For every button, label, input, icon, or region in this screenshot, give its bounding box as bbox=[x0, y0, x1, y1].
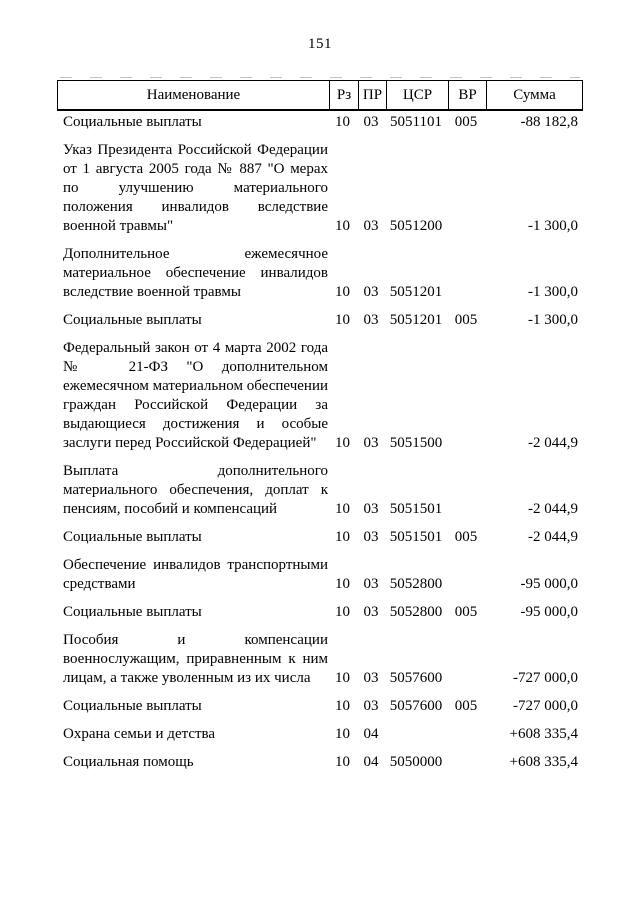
row-csr-cell: 5052800 bbox=[389, 576, 443, 592]
header-sum: Сумма bbox=[486, 81, 582, 109]
row-vr-cell: 005 bbox=[454, 604, 478, 620]
table-row bbox=[57, 141, 583, 236]
header-csr: ЦСР bbox=[386, 81, 448, 109]
table-row bbox=[57, 697, 583, 716]
row-sum-cell: -88 182,8 bbox=[520, 114, 578, 130]
row-csr-cell: 5051501 bbox=[389, 501, 443, 517]
row-vr-cell: 005 bbox=[454, 529, 478, 545]
row-name-cell: Социальные выплаты bbox=[63, 114, 202, 130]
scan-artifact-line bbox=[60, 77, 580, 78]
row-name-cell: Социальные выплаты bbox=[63, 698, 202, 714]
row-pr-cell: 03 bbox=[363, 114, 379, 130]
row-vr-cell: 005 bbox=[454, 114, 478, 130]
row-pr-cell: 03 bbox=[363, 218, 379, 234]
row-csr-cell: 5051101 bbox=[390, 114, 442, 130]
row-csr-cell: 5057600 bbox=[389, 670, 443, 686]
row-name-cell: Выплата дополнительного материального обеспечения, доплат к пенсиям, пособий и компенсаций bbox=[63, 463, 328, 517]
table-header-row bbox=[57, 80, 583, 111]
row-csr-cell: 5051201 bbox=[389, 284, 443, 300]
header-rz: Рз bbox=[329, 81, 358, 109]
header-pr: ПР bbox=[358, 81, 386, 109]
header-vr: ВР bbox=[448, 81, 486, 109]
row-name-cell: Пособия и компенсации военнослужащим, приравненным к ним лицам, а также уволенным из их числа bbox=[63, 632, 328, 686]
row-sum-cell: +608 335,4 bbox=[509, 754, 578, 770]
row-sum-cell: +608 335,4 bbox=[509, 726, 578, 742]
row-sum-cell: -727 000,0 bbox=[513, 670, 578, 686]
row-rz-cell: 10 bbox=[335, 312, 350, 328]
row-name-cell: Федеральный закон от 4 марта 2002 года № 21-ФЗ "О дополнительном ежемесячном материальном обеспечении граждан Российской Федерации за выдающиеся достижения и особые заслуги перед Российской Федерацией" bbox=[63, 340, 328, 451]
row-sum-cell: -2 044,9 bbox=[528, 501, 578, 517]
row-rz-cell: 10 bbox=[335, 529, 350, 545]
row-sum-cell: -1 300,0 bbox=[528, 284, 578, 300]
row-pr-cell: 03 bbox=[363, 529, 379, 545]
row-vr-cell: 005 bbox=[454, 312, 478, 328]
row-pr-cell: 03 bbox=[363, 604, 379, 620]
table-row bbox=[57, 462, 583, 519]
table-row bbox=[57, 603, 583, 622]
row-name-cell: Социальные выплаты bbox=[63, 529, 202, 545]
row-sum-cell: -1 300,0 bbox=[528, 312, 578, 328]
row-name-cell: Дополнительное ежемесячное материальное обеспечение инвалидов вследствие военной травмы bbox=[63, 246, 328, 300]
row-pr-cell: 04 bbox=[363, 726, 379, 742]
row-sum-cell: -95 000,0 bbox=[520, 576, 578, 592]
table-row bbox=[57, 725, 583, 744]
table-row bbox=[57, 311, 583, 330]
table-row bbox=[57, 631, 583, 688]
table-row bbox=[57, 339, 583, 453]
table-row bbox=[57, 245, 583, 302]
row-rz-cell: 10 bbox=[335, 726, 350, 742]
row-name-cell: Указ Президента Российской Федерации от 1 августа 2005 года № 887 "О мерах по улучшению материального положения инвалидов вследствие военной травмы" bbox=[63, 142, 328, 234]
row-sum-cell: -95 000,0 bbox=[520, 604, 578, 620]
row-pr-cell: 03 bbox=[363, 670, 379, 686]
header-name: Наименование bbox=[146, 86, 241, 103]
row-rz-cell: 10 bbox=[335, 604, 350, 620]
row-rz-cell: 10 bbox=[335, 114, 350, 130]
row-pr-cell: 03 bbox=[363, 576, 379, 592]
row-sum-cell: -2 044,9 bbox=[528, 529, 578, 545]
row-pr-cell: 03 bbox=[363, 698, 379, 714]
row-pr-cell: 03 bbox=[363, 501, 379, 517]
row-csr-cell: 5050000 bbox=[389, 754, 443, 770]
row-rz-cell: 10 bbox=[335, 698, 350, 714]
row-sum-cell: -1 300,0 bbox=[528, 218, 578, 234]
row-name-cell: Социальные выплаты bbox=[63, 312, 202, 328]
row-rz-cell: 10 bbox=[335, 284, 350, 300]
row-csr-cell: 5052800 bbox=[389, 604, 443, 620]
row-rz-cell: 10 bbox=[335, 501, 350, 517]
row-pr-cell: 04 bbox=[363, 754, 379, 770]
row-name-cell: Социальная помощь bbox=[63, 754, 194, 770]
row-pr-cell: 03 bbox=[363, 284, 379, 300]
row-csr-cell: 5051501 bbox=[389, 529, 443, 545]
row-sum-cell: -2 044,9 bbox=[528, 435, 578, 451]
page-number: 151 bbox=[308, 36, 332, 52]
budget-table bbox=[57, 77, 583, 772]
row-pr-cell: 03 bbox=[363, 312, 379, 328]
row-vr-cell: 005 bbox=[454, 698, 478, 714]
row-name-cell: Социальные выплаты bbox=[63, 604, 202, 620]
row-rz-cell: 10 bbox=[335, 576, 350, 592]
table-row bbox=[57, 528, 583, 547]
row-name-cell: Обеспечение инвалидов транспортными средствами bbox=[63, 557, 328, 592]
table-row bbox=[57, 556, 583, 594]
table-body bbox=[57, 113, 583, 772]
row-sum-cell: -727 000,0 bbox=[513, 698, 578, 714]
row-pr-cell: 03 bbox=[363, 435, 379, 451]
row-csr-cell: 5051200 bbox=[389, 218, 443, 234]
row-rz-cell: 10 bbox=[335, 670, 350, 686]
row-rz-cell: 10 bbox=[335, 754, 350, 770]
row-name-cell: Охрана семьи и детства bbox=[63, 726, 216, 742]
row-rz-cell: 10 bbox=[335, 435, 350, 451]
row-rz-cell: 10 bbox=[335, 218, 350, 234]
table-row bbox=[57, 113, 583, 132]
row-csr-cell: 5051201 bbox=[389, 312, 443, 328]
table-row bbox=[57, 753, 583, 772]
row-csr-cell: 5057600 bbox=[389, 698, 443, 714]
row-csr-cell: 5051500 bbox=[389, 435, 443, 451]
